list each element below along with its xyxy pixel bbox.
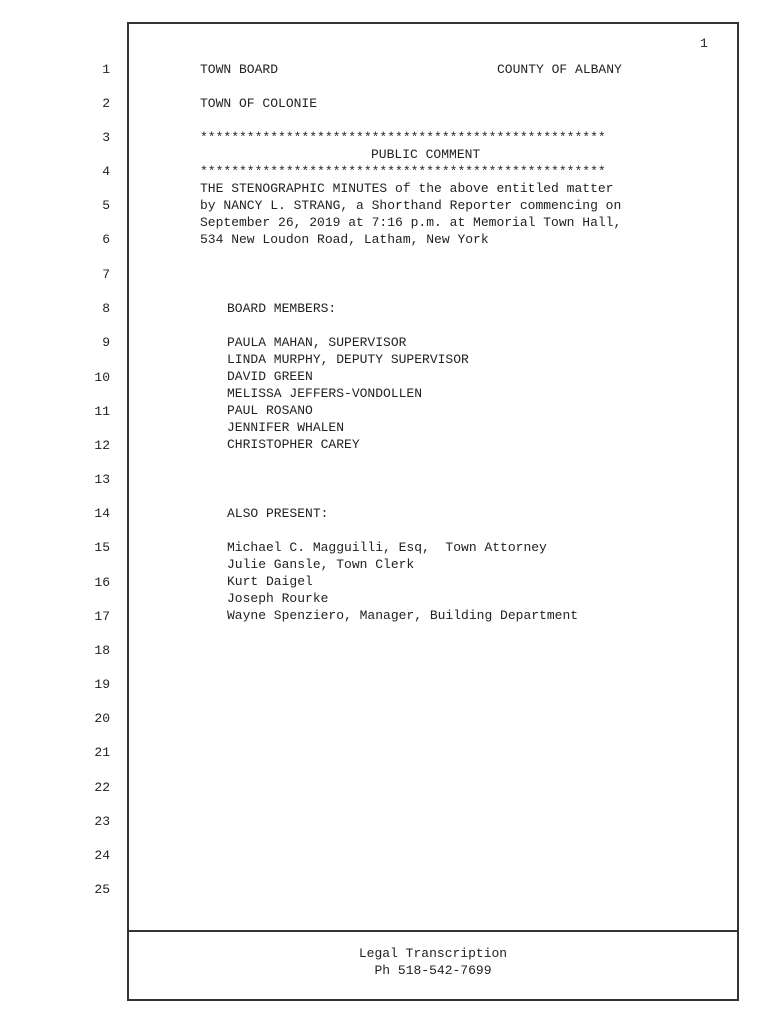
line-number: 11 [94,404,110,419]
also-present-heading: ALSO PRESENT: [227,506,329,521]
footer-divider [127,930,739,932]
banner-stars-top: **************************************************** [200,130,606,145]
line-number: 20 [94,711,110,726]
line-number: 1 [102,62,110,77]
line-number: 16 [94,575,110,590]
line-number: 3 [102,130,110,145]
attendee: Julie Gansle, Town Clerk [227,557,415,572]
line-number: 10 [94,370,110,385]
line-number: 2 [102,96,110,111]
board-member: DAVID GREEN [227,369,313,384]
board-member: PAULA MAHAN, SUPERVISOR [227,335,407,350]
line-number: 15 [94,540,110,555]
line-number: 25 [94,882,110,897]
banner-stars-bottom: **************************************************** [200,164,606,179]
line-number: 19 [94,677,110,692]
header-left: TOWN BOARD [200,62,279,77]
board-member: JENNIFER WHALEN [227,420,345,435]
intro-line: 534 New Loudon Road, Latham, New York [200,232,489,247]
header-right: COUNTY OF ALBANY [497,62,622,77]
line-number: 8 [102,301,110,316]
footer-phone: Ph 518-542-7699 [374,963,492,978]
board-member: MELISSA JEFFERS-VONDOLLEN [227,386,423,401]
line-number: 12 [94,438,110,453]
line-number: 5 [102,198,110,213]
intro-line: by NANCY L. STRANG, a Shorthand Reporter commencing on [200,198,622,213]
board-member: CHRISTOPHER CAREY [227,437,360,452]
attendee: Kurt Daigel [227,574,313,589]
intro-line: THE STENOGRAPHIC MINUTES of the above entitled matter [200,181,614,196]
line-number: 21 [94,745,110,760]
town-name: TOWN OF COLONIE [200,96,318,111]
board-member: PAUL ROSANO [227,403,313,418]
line-number: 23 [94,814,110,829]
attendee: Joseph Rourke [227,591,329,606]
line-number: 17 [94,609,110,624]
footer-company: Legal Transcription [358,946,508,961]
line-number: 22 [94,780,110,795]
line-number: 24 [94,848,110,863]
line-number: 7 [102,267,110,282]
attendee: Wayne Spenziero, Manager, Building Department [227,608,579,623]
banner-title: PUBLIC COMMENT [371,147,481,162]
board-members-heading: BOARD MEMBERS: [227,301,337,316]
attendee: Michael C. Magguilli, Esq, Town Attorney [227,540,547,555]
line-number: 9 [102,335,110,350]
line-number: 6 [102,232,110,247]
board-member: LINDA MURPHY, DEPUTY SUPERVISOR [227,352,469,367]
intro-line: September 26, 2019 at 7:16 p.m. at Memorial Town Hall, [200,215,622,230]
line-number: 13 [94,472,110,487]
line-number: 4 [102,164,110,179]
line-number: 14 [94,506,110,521]
line-number: 18 [94,643,110,658]
page-number: 1 [700,36,708,51]
